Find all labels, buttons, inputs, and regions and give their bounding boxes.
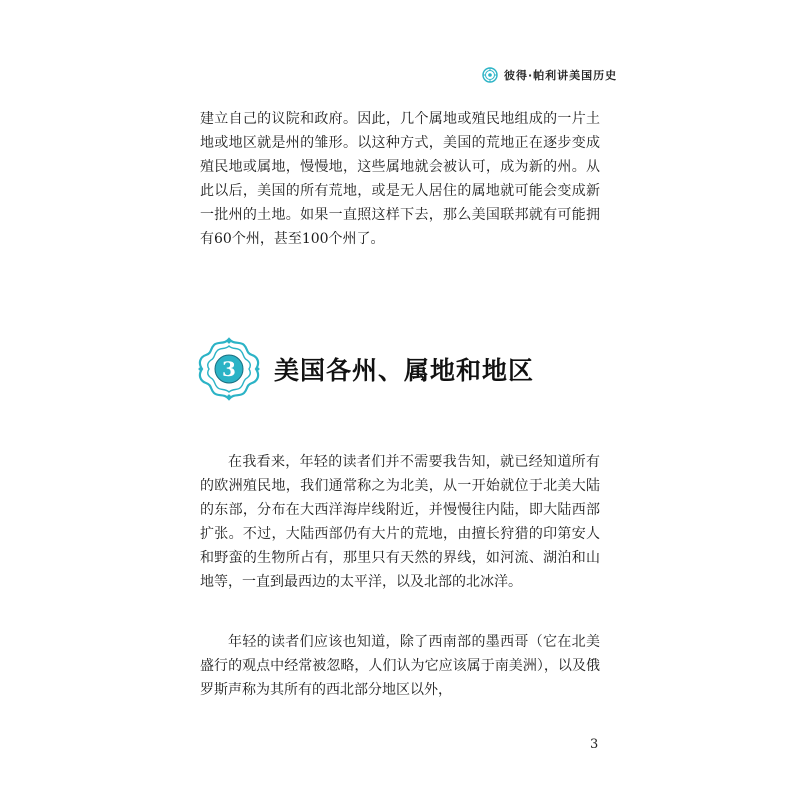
ornament-icon [482, 67, 498, 83]
body-paragraph: 年轻的读者们应该也知道，除了西南部的墨西哥（它在北美盛行的观点中经常被忽略，人们认为它应该属于南美洲），以及俄罗斯声称为其所有的西北部分地区以外， [200, 634, 600, 698]
body-paragraph: 在我看来，年轻的读者们并不需要我告知，就已经知道所有的欧洲殖民地，我们通常称之为北美，从一开始就位于北美大陆的东部，分布在大西洋海岸线附近，并慢慢往内陆，即大陆西部扩张。不过，大陆西部仍有大片的荒地，由擅长狩猎的印第安人和野蛮的生物所占有，那里只有天然的界线，如河流、湖泊和山地等，一直到最西边的太平洋，以及北部的北冰洋。 [200, 454, 600, 590]
running-head-title: 彼得·帕利讲美国历史 [504, 69, 618, 82]
section-number: 3 [222, 357, 236, 381]
section-badge [196, 337, 262, 401]
body-paragraph: 建立自己的议院和政府。因此，几个属地或殖民地组成的一片土地或地区就是州的雏形。以这种方式，美国的荒地正在逐步变成殖民地或属地，慢慢地，这些属地就会被认可，成为新的州。从此以后，美国的所有荒地，或是无人居住的属地就可能会变成新一批州的土地。如果一直照这样下去，那么美国联邦就有可能拥有60个州，甚至100个州了。 [200, 111, 600, 247]
page-number: 3 [590, 737, 599, 752]
section-title: 美国各州、属地和地区 [274, 356, 535, 385]
section-heading [196, 337, 534, 401]
running-head [482, 65, 617, 85]
